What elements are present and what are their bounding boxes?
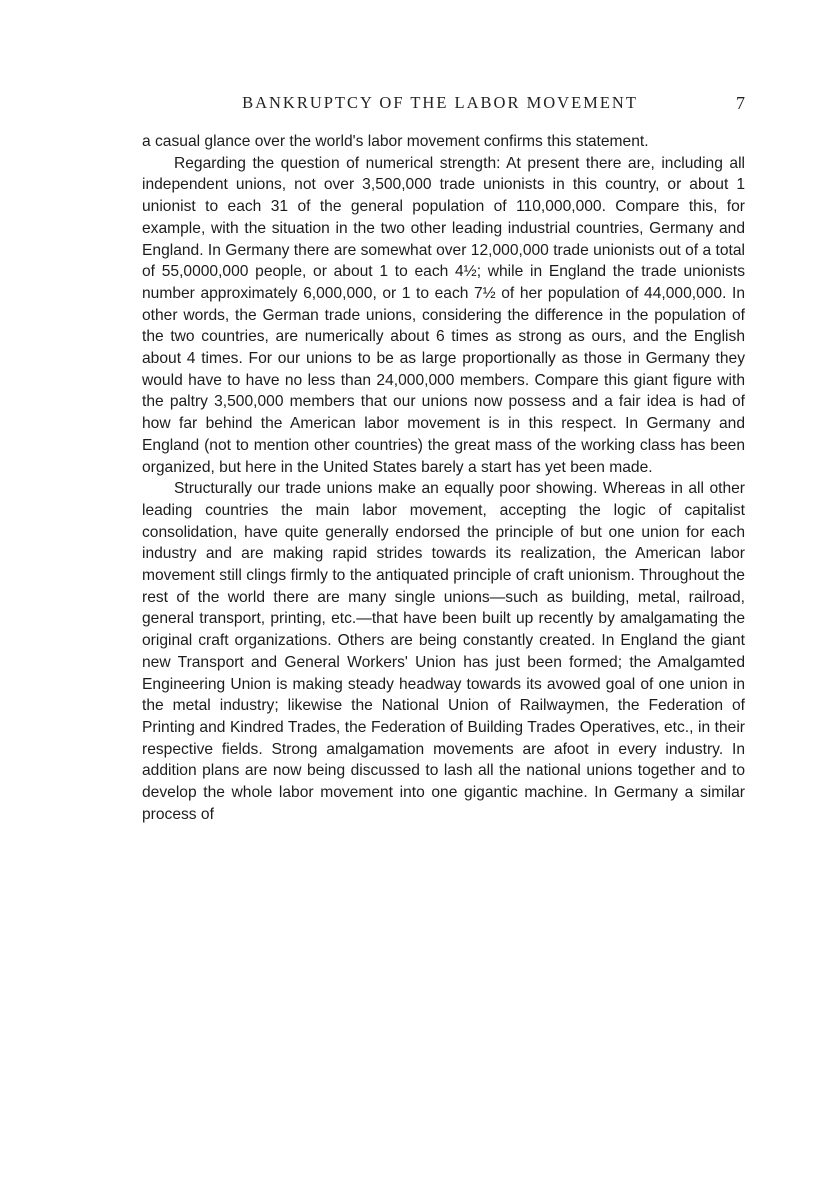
paragraph-continuation: a casual glance over the world's labor movement confirms this statement. [142, 133, 649, 150]
running-title: BANKRUPTCY OF THE LABOR MOVEMENT [242, 93, 638, 112]
running-head [140, 93, 745, 117]
page-number: 7 [736, 93, 745, 113]
body-text [142, 131, 745, 826]
paragraph-structure: Structurally our trade unions make an equally poor showing. Whereas in all other leading countries the main labor movement, accepting the logic of capitalist consolidation, have quite generally endorsed the principle of but one union for each industry and are making rapid strides towards its realization, the American labor movement still clings firmly to the antiquated principle of craft unionism. Throughout the rest of the world there are many single unions—such as building, metal, railroad, general transport, printing, etc.—that have been built up recently by amalgamating the original craft organizations. Others are being constantly created. In England the giant new Transport and General Workers' Union has just been formed; the Amalgamted Engineering Union is making steady headway towards its avowed goal of one union in the metal industry; likewise the National Union of Railwaymen, the Federation of Printing and Kindred Trades, the Federation of Building Trades Operatives, etc., in their respective fields. Strong amalgamation movements are afoot in every industry. In addition plans are now being discussed to lash all the national unions together and to develop the whole labor movement into one gigantic machine. In Germany a similar process of [142, 480, 745, 823]
paragraph-numerical-strength: Regarding the question of numerical strength: At present there are, including all independent unions, not over 3,500,000 trade unionists in this country, or about 1 unionist to each 31 of the general population of 110,000,000. Compare this, for example, with the situation in the two other leading industrial countries, Germany and England. In Germany there are somewhat over 12,000,000 trade unionists out of a total of 55,0000,000 people, or about 1 to each 4½; while in England the trade unionists number approximately 6,000,000, or 1 to each 7½ of her population of 44,000,000. In other words, the German trade unions, considering the difference in the population of the two countries, are numerically about 6 times as strong as ours, and the English about 4 times. For our unions to be as large proportionally as those in Germany they would have to have no less than 24,000,000 members. Compare this giant figure with the paltry 3,500,000 members that our unions now possess and a fair idea is had of how far behind the American labor movement is in this respect. In Germany and England (not to mention other countries) the great mass of the working class has been organized, but here in the United States barely a start has yet been made. [142, 154, 745, 476]
